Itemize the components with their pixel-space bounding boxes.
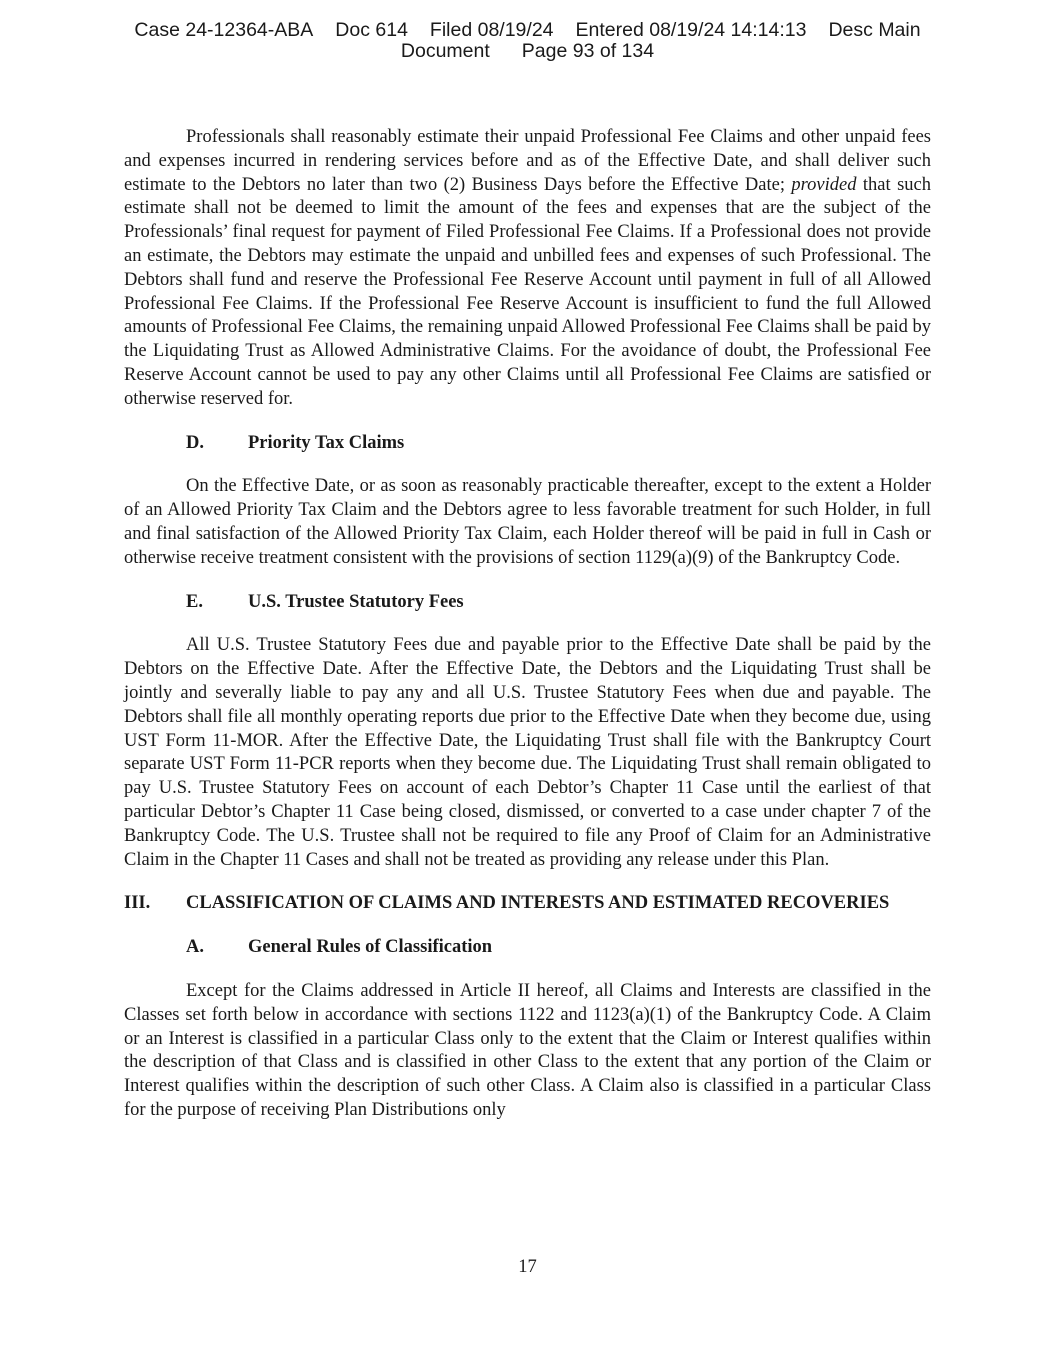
case-number: Case 24-12364-ABA	[134, 19, 314, 41]
section-number: A.	[186, 937, 204, 958]
desc-main: Desc Main	[828, 19, 921, 41]
section-title: Priority Tax Claims	[248, 432, 405, 453]
article-number: III.	[124, 893, 151, 914]
filing-header-line2	[0, 41, 1055, 62]
section-title: General Rules of Classification	[248, 937, 493, 958]
filing-header-line1	[0, 20, 1055, 41]
provided-italic: provided	[791, 174, 857, 195]
section-title: U.S. Trustee Statutory Fees	[248, 591, 464, 612]
page-of-total: Page 93 of 134	[521, 40, 655, 62]
document-label: Document	[400, 40, 490, 62]
document-body	[124, 126, 931, 1143]
priority-tax-paragraph: On the Effective Date, or as soon as reasonably practicable thereafter, except to the extent a Holder of an Allowed Priority Tax Claim and the Debtors agree to less favorable treatment for such Holder, in full and final satisfaction of the Allowed Priority Tax Claim, each Holder thereof will be paid in full in Cash or otherwise receive treatment consistent with the provisions of section 1129(a)(9) of the Bankruptcy Code.	[124, 476, 931, 568]
article-title: CLASSIFICATION OF CLAIMS AND INTERESTS AND ESTIMATED RECOVERIES	[186, 893, 890, 914]
classification-paragraph: Except for the Claims addressed in Article II hereof, all Claims and Interests are classified in the Classes set forth below in accordance with sections 1122 and 1123(a)(1) of the Bankruptcy Code. A Claim or an Interest is classified in a particular Class only to the extent that the Claim or Interest qualifies within the description of that Class and is classified in other Class to the extent that any portion of the Claim or Interest qualifies within the description of such other Class. A Claim also is classified in a particular Class for the purpose of receiving Plan Distributions only	[124, 980, 931, 1120]
trustee-fees-paragraph: All U.S. Trustee Statutory Fees due and payable prior to the Effective Date shall be paid by the Debtors on the Effective Date. After the Effective Date, the Debtors and the Liquidating Trust shall be jointly and severally liable to pay any and all U.S. Trustee Statutory Fees when due and payable. The Debtors shall file all monthly operating reports due prior to the Effective Date when they become due, using UST Form 11-MOR. After the Effective Date, the Liquidating Trust shall file with the Bankruptcy Court separate UST Form 11-PCR reports when they become due. The Liquidating Trust shall remain obligated to pay U.S. Trustee Statutory Fees on account of each Debtor’s Chapter 11 Case until the earliest of that particular Debtor’s Chapter 11 Case being closed, dismissed, or converted to a case under chapter 7 of the Bankruptcy Code. The U.S. Trustee shall not be required to file any Proof of Claim for an Administrative Claim in the Chapter 11 Cases and shall not be treated as providing any release under this Plan.	[124, 635, 931, 870]
doc-number: Doc 614	[335, 19, 408, 41]
page-number: 17	[518, 1257, 537, 1277]
section-heading-e	[186, 591, 931, 615]
section-heading-d	[186, 432, 931, 456]
section-number: D.	[186, 432, 204, 453]
filed-date: Filed 08/19/24	[429, 19, 554, 41]
filing-header	[0, 20, 1055, 62]
section-heading-a	[186, 936, 931, 960]
professional-fee-paragraph: Professionals shall reasonably estimate their unpaid Professional Fee Claims and other unpaid fees and expenses incurred in rendering services before and as of the Effective Date, and shall deliver such estimate to the Debtors no later than two (2) Business Days before the Effective Date; provided that such estimate shall not be deemed to limit the amount of the fees and expenses that are the subject of the Professionals’ final request for payment of Filed Professional Fee Claims. If a Professional does not provide an estimate, the Debtors may estimate the unpaid and unbilled fees and expenses of such Professional. The Debtors shall fund and reserve the Professional Fee Reserve Account until payment in full of all Allowed Professional Fee Claims. If the Professional Fee Reserve Account is insufficient to fund the full Allowed amounts of Professional Fee Claims, the remaining unpaid Allowed Professional Fee Claims shall be paid by the Liquidating Trust as Allowed Administrative Claims. For the avoidance of doubt, the Professional Fee Reserve Account cannot be used to pay any other Claims until all Professional Fee Claims are satisfied or otherwise reserved for.	[124, 127, 931, 409]
entered-date: Entered 08/19/24 14:14:13	[575, 19, 807, 41]
section-number: E.	[186, 591, 203, 612]
article-heading-iii	[124, 892, 931, 916]
